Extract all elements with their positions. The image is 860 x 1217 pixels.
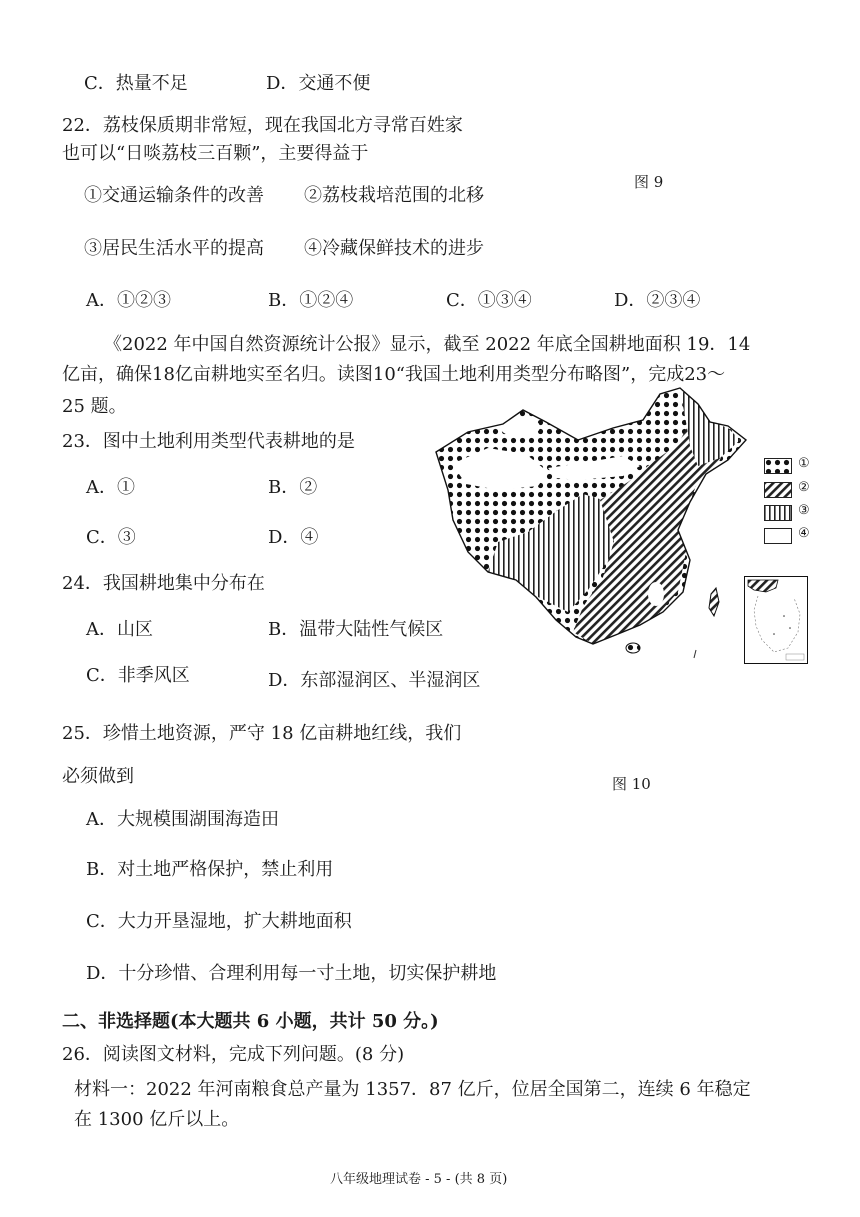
legend-label-1: ① [798,456,810,471]
q25-option-d: D．十分珍惜、合理利用每一寸土地，切实保护耕地 [86,963,497,984]
q24-option-d: D．东部湿润区、半湿润区 [268,670,481,691]
q21-option-d: D．交通不便 [266,73,371,94]
q26-stem: 26．阅读图文材料，完成下列问题。(8 分) [62,1044,405,1065]
q22-statement-4: ④冷藏保鲜技术的进步 [304,238,484,259]
q22-statement-2: ②荔枝栽培范围的北移 [304,185,484,206]
legend-label-3: ③ [798,503,810,518]
legend-blank-swatch [764,528,792,544]
q22-stem-line1: 22．荔枝保质期非常短，现在我国北方寻常百姓家 [62,115,463,136]
q22-option-a: A．①②③ [86,290,171,311]
q23-option-d: D．④ [268,527,319,548]
q22-option-b: B．①②④ [268,290,354,311]
legend-item-1 [764,458,849,476]
material-line2: 亿亩，确保18亿亩耕地实至名归。读图10“我国土地利用类型分布略图”，完成23～ [62,364,726,385]
page-footer: 八年级地理试卷 - 5 - (共 8 页) [330,1172,508,1187]
q21-option-c: C．热量不足 [84,73,188,94]
q23-stem: 23．图中土地利用类型代表耕地的是 [62,431,355,452]
q25-stem-line1: 25．珍惜土地资源，严守 18 亿亩耕地红线，我们 [62,723,462,744]
legend-item-4 [764,528,849,546]
q26-material1-line2: 在 1300 亿斤以上。 [74,1109,240,1130]
q22-stem-line2: 也可以“日啖荔枝三百颗”，主要得益于 [62,143,369,164]
figure-10-label: 图 10 [612,775,651,793]
legend-vertical-pattern-swatch [764,505,792,521]
q25-option-a: A．大规模围湖围海造田 [86,809,279,830]
q26-material1-line1: 材料一：2022 年河南粮食总产量为 1357．87 亿斤，位居全国第二，连续 6 年稳定 [74,1079,751,1100]
q22-option-c: C．①③④ [446,290,532,311]
china-land-use-map [428,382,758,672]
q24-option-b: B．温带大陆性气候区 [268,619,444,640]
figure-9-label: 图 9 [634,173,664,191]
q22-statement-1: ①交通运输条件的改善 [84,185,264,206]
q23-option-b: B．② [268,477,318,498]
q22-option-d: D．②③④ [614,290,701,311]
legend-diagonal-pattern-swatch [764,482,792,498]
legend-label-4: ④ [798,526,810,541]
q24-option-c: C．非季风区 [86,665,190,686]
q22-statement-3: ③居民生活水平的提高 [84,238,264,259]
south-china-sea-inset-map [744,576,808,664]
q25-option-b: B．对土地严格保护，禁止利用 [86,859,334,880]
q25-option-c: C．大力开垦湿地，扩大耕地面积 [86,911,352,932]
q25-stem-line2: 必须做到 [62,766,134,787]
legend-dot-pattern-swatch [764,458,792,474]
legend-item-3 [764,505,849,523]
q24-option-a: A．山区 [86,619,153,640]
q24-stem: 24．我国耕地集中分布在 [62,573,265,594]
material-line1: 《2022 年中国自然资源统计公报》显示，截至 2022 年底全国耕地面积 19．14 [104,334,751,355]
material-line3: 25 题。 [62,396,127,417]
q23-option-c: C．③ [86,527,136,548]
section-2-title: 二、非选择题(本大题共 6 小题，共计 50 分。) [62,1011,439,1032]
legend-item-2 [764,482,849,500]
q23-option-a: A．① [86,477,135,498]
legend-label-2: ② [798,480,810,495]
